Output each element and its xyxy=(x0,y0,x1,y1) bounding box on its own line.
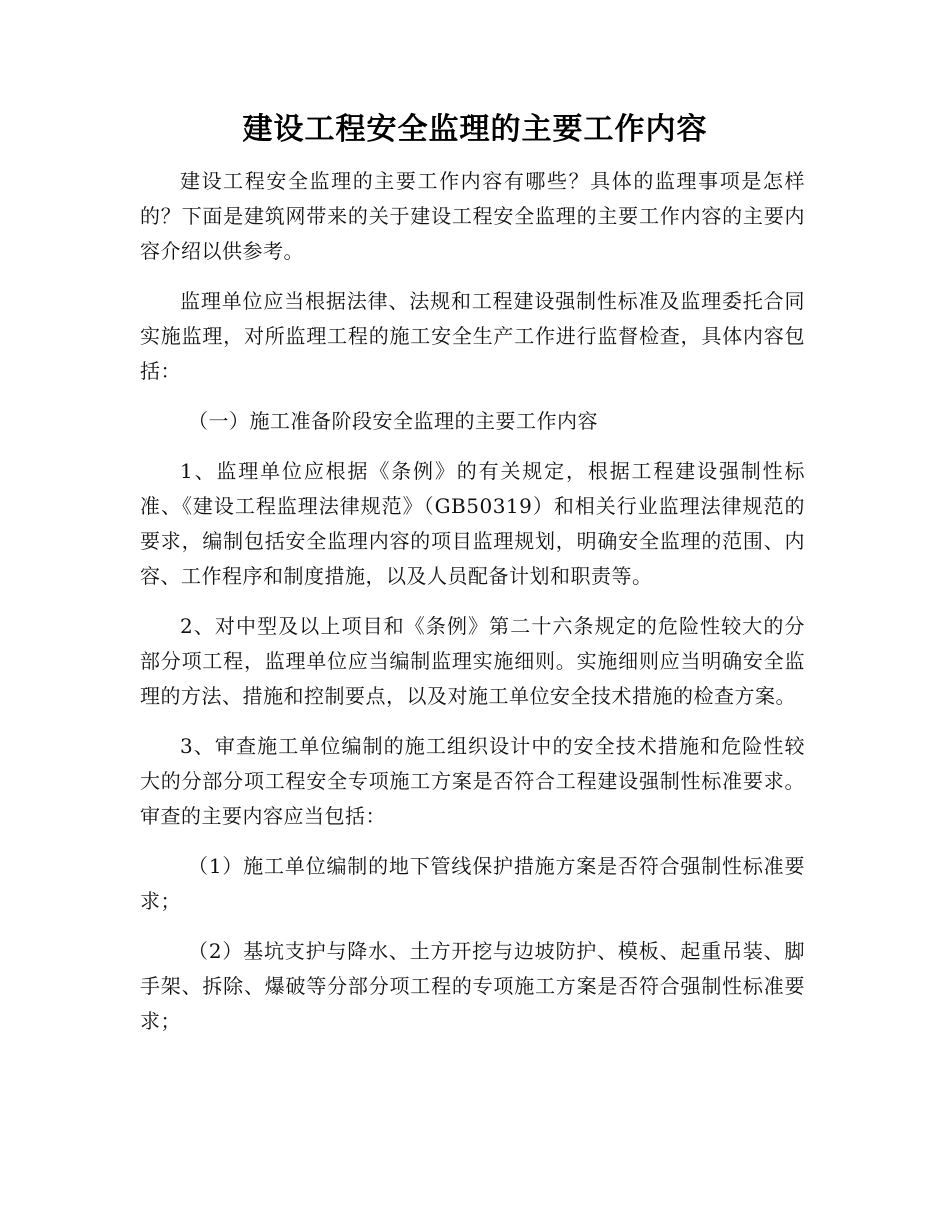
paragraph-item-1: 1、监理单位应根据《条例》的有关规定，根据工程建设强制性标准、《建设工程监理法律规范》（GB50319）和相关行业监理法律规范的要求，编制包括安全监理内容的项目监理规划，明确安全监理的范围、内容、工作程序和制度措施，以及人员配备计划和职责等。 xyxy=(140,459,805,588)
paragraph-item-2: 2、对中型及以上项目和《条例》第二十六条规定的危险性较大的分部分项工程，监理单位应当编制监理实施细则。实施细则应当明确安全监理的方法、措施和控制要点，以及对施工单位安全技术措施的检查方案。 xyxy=(140,614,805,708)
document-body xyxy=(140,164,805,1054)
document-title: 建设工程安全监理的主要工作内容 xyxy=(242,112,708,147)
paragraph-subitem-1: （1）施工单位编制的地下管线保护措施方案是否符合强制性标准要求； xyxy=(140,854,805,913)
paragraph-item-3: 3、审查施工单位编制的施工组织设计中的安全技术措施和危险性较大的分部分项工程安全专项施工方案是否符合工程建设强制性标准要求。审查的主要内容应当包括： xyxy=(140,734,805,828)
paragraph-scope: 监理单位应当根据法律、法规和工程建设强制性标准及监理委托合同实施监理，对所监理工程的施工安全生产工作进行监督检查，具体内容包括： xyxy=(140,289,805,383)
paragraph-subitem-2: （2）基坑支护与降水、土方开挖与边坡防护、模板、起重吊装、脚手架、拆除、爆破等分部分项工程的专项施工方案是否符合强制性标准要求； xyxy=(140,939,805,1033)
paragraph-intro: 建设工程安全监理的主要工作内容有哪些？具体的监理事项是怎样的？下面是建筑网带来的关于建设工程安全监理的主要工作内容的主要内容介绍以供参考。 xyxy=(140,169,805,263)
section-heading-1: （一）施工准备阶段安全监理的主要工作内容 xyxy=(188,409,598,433)
